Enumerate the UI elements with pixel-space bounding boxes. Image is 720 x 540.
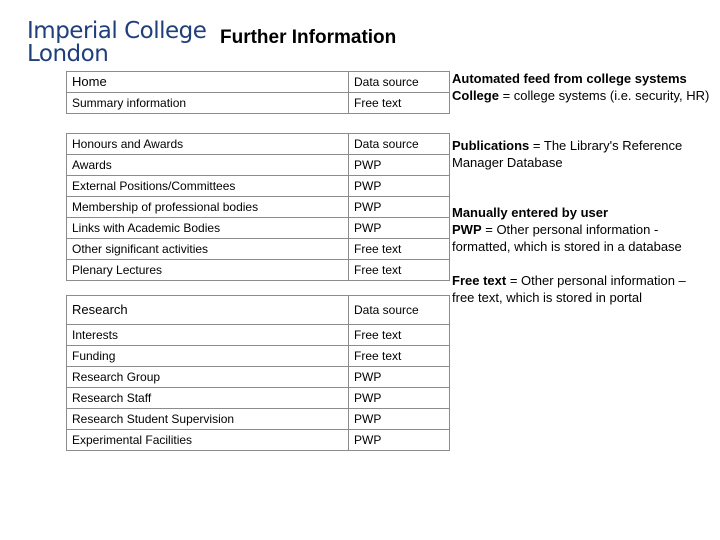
table-row [67, 155, 450, 176]
table-row [67, 388, 450, 409]
row-label: Research Student Supervision [67, 409, 349, 430]
table-row [67, 218, 450, 239]
row-source: PWP [349, 430, 450, 451]
row-label: Research Staff [67, 388, 349, 409]
row-label: Funding [67, 346, 349, 367]
page-title: Further Information [220, 27, 397, 48]
row-source: PWP [349, 388, 450, 409]
row-source: PWP [349, 197, 450, 218]
pwp-term: PWP [452, 222, 482, 237]
row-source: PWP [349, 176, 450, 197]
research-table [66, 295, 450, 451]
row-label: Links with Academic Bodies [67, 218, 349, 239]
college-term: College [452, 88, 499, 103]
row-source: Free text [349, 93, 450, 114]
row-source: PWP [349, 218, 450, 239]
table-row [67, 409, 450, 430]
row-label: External Positions/Committees [67, 176, 349, 197]
table-row [67, 197, 450, 218]
free-text-term: Free text [452, 273, 507, 288]
row-source: PWP [349, 367, 450, 388]
manual-entry-note [452, 204, 710, 255]
row-source: Free text [349, 325, 450, 346]
table-row [67, 93, 450, 114]
home-table [66, 71, 450, 114]
pwp-desc: = Other personal information - formatted, which is stored in a database [452, 222, 682, 254]
free-text-desc: = Other personal information – free text, which is stored in portal [452, 273, 686, 305]
publications-note [452, 137, 710, 171]
manual-heading: Manually entered by user [452, 205, 609, 220]
row-source: Free text [349, 260, 450, 281]
logo-line-2: London [27, 41, 109, 67]
row-source: Data source [349, 72, 450, 93]
automated-heading: Automated feed from college systems [452, 71, 687, 86]
row-source: Free text [349, 346, 450, 367]
row-source: Data source [349, 134, 450, 155]
row-label: Honours and Awards [67, 134, 349, 155]
table-row [67, 239, 450, 260]
publications-term: Publications [452, 138, 530, 153]
row-source: Data source [349, 296, 450, 325]
row-label: Other significant activities [67, 239, 349, 260]
table-row [67, 346, 450, 367]
row-source: Free text [349, 239, 450, 260]
row-label: Membership of professional bodies [67, 197, 349, 218]
table-row [67, 325, 450, 346]
table-row [67, 134, 450, 155]
honours-table [66, 133, 450, 281]
row-label: Experimental Facilities [67, 430, 349, 451]
table-row [67, 430, 450, 451]
table-row [67, 260, 450, 281]
table-row [67, 176, 450, 197]
logo-line-1: Imperial College [27, 18, 207, 44]
row-label: Interests [67, 325, 349, 346]
free-text-note [452, 272, 710, 306]
table-row [67, 296, 450, 325]
row-label: Plenary Lectures [67, 260, 349, 281]
publications-desc: = The Library's Reference Manager Database [452, 138, 683, 170]
row-label: Summary information [67, 93, 349, 114]
table-row [67, 72, 450, 93]
automated-feed-note [452, 70, 710, 104]
row-label: Research Group [67, 367, 349, 388]
row-label: Research [67, 296, 349, 325]
row-label: Home [67, 72, 349, 93]
row-source: PWP [349, 155, 450, 176]
table-row [67, 367, 450, 388]
row-label: Awards [67, 155, 349, 176]
college-desc: = college systems (i.e. security, HR) [498, 88, 710, 103]
imperial-college-logo [27, 20, 206, 66]
row-source: PWP [349, 409, 450, 430]
